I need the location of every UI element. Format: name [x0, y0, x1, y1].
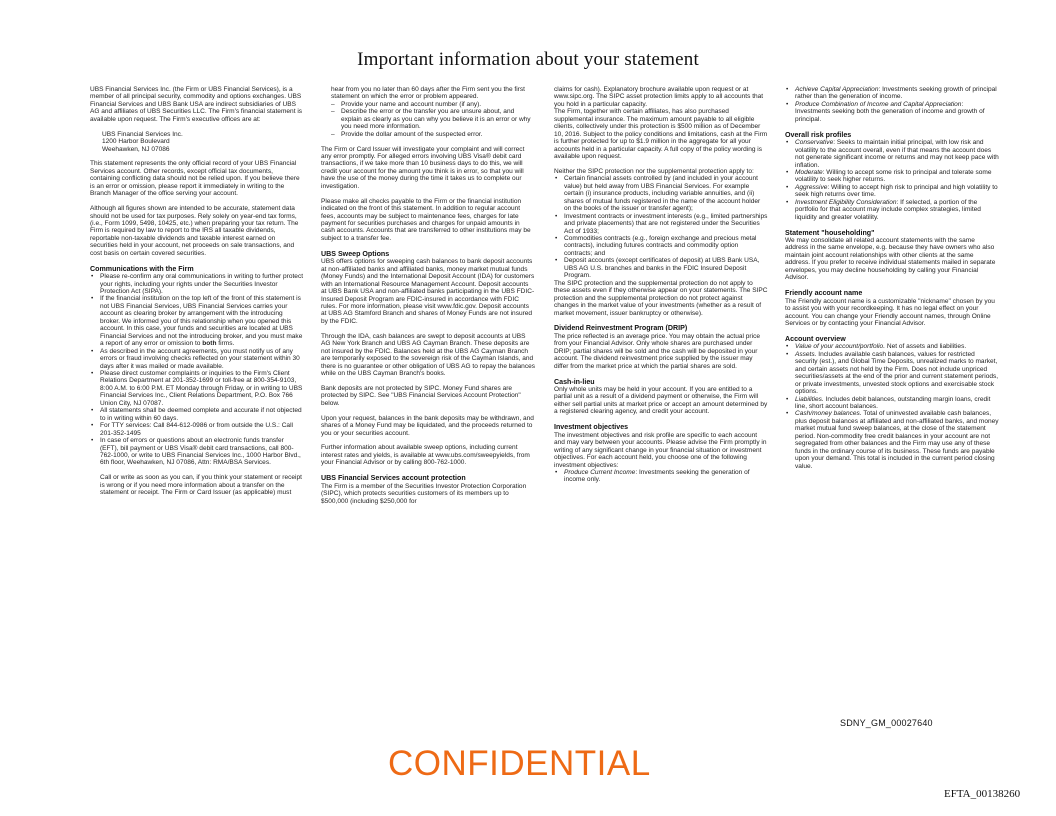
continued-paragraph: claims for cash). Explanatory brochure available upon request or at www.sipc.org. The SIPC asset protection limits apply to all accounts that you hold in a particular capacity. — [554, 86, 764, 108]
section-heading-communications: Communications with the Firm — [90, 264, 194, 273]
list-item: • Please re-confirm any oral communications in writing to further protect your rights, including your rights under the Securities Investor Protection Act (SIPA). — [90, 273, 304, 295]
list-item-text: Includes debit balances, outstanding margin loans, credit line, short account balances. — [795, 395, 991, 410]
list-item — [785, 169, 999, 184]
objectives-list-continued — [785, 86, 999, 123]
section-heading-account-protection: UBS Financial Services account protection — [321, 474, 466, 483]
emphasis-text: Value of your account/portfolio. — [795, 343, 886, 351]
list-item — [785, 343, 999, 350]
list-item — [785, 396, 999, 411]
emphasis-text: Produce Combination of Income and Capital Appreciation — [795, 100, 962, 108]
exclusions-list — [554, 175, 768, 279]
list-item-text: Total of uninvested available cash balances, plus deposit balances at affiliated and non-affiliated banks, and money market mutual fund sweep balances, at the close of the statement period. Non-commodity free credit balances in your account are not segregated from other balances and the Firm may use any of these funds in the ordinary course of its business. These funds are payable upon your demand. This total is included in the current period closing value. — [795, 410, 999, 470]
page-title: Important information about your statement — [357, 49, 699, 70]
list-item: • Commodities contracts (e.g., foreign exchange and precious metal contracts), including futures contracts and commodity option contracts; and — [554, 235, 768, 257]
list-item-text: : Willing to accept some risk to principal and tolerate some volatility to seek higher returns. — [795, 168, 992, 184]
emphasis-text: both — [202, 340, 217, 348]
list-item — [785, 101, 999, 123]
call-or-write-paragraph: Call or write as soon as you can, if you think your statement or receipt is wrong or if you need more information about a transfer on the statement or receipt. The Firm or Card Issuer (as applicable) must — [100, 474, 302, 497]
drip-paragraph: The price reflected is an average price. You may obtain the actual price from your Financial Advisor. Only whole shares are purchased under DRIP; partial shares will be sold and the cash will be deposited in your account. The dividend reinvestment price supplied by the issuer may differ from the market price at which the partial shares are sold. — [554, 332, 760, 370]
supplemental-insurance-paragraph: The Firm, together with certain affiliates, has also purchased supplemental insurance. The maximum amount payable to all eligible clients, collectively under this protection is $500 million as of December 10, 2016. Subject to the policy conditions and limitations, cash at the Firm is further protected for up to $1.9 million in the aggregate for all your accounts held in a particular capacity. A full copy of the policy wording is available upon request. — [554, 108, 768, 161]
list-item-text: firms. — [218, 340, 235, 348]
list-item-text: : Investments seeking both the generation of income and growth of principal. — [795, 100, 985, 123]
list-item: • Certain financial assets controlled by (and included in your account value) but held away from UBS Financial Services. For example certain (i) insurance products, including variable annuities, and (ii) shares of mutual funds registered in the name of the account holder on the books of the issuer or transfer agent); — [554, 175, 768, 212]
sipc-deposits-paragraph: Bank deposits are not protected by SIPC. Money Fund shares are protected by SIPC. See "UBS Financial Services Account Protection" below. — [321, 384, 521, 407]
section-heading-cash-in-lieu: Cash-in-lieu — [554, 377, 595, 386]
address-line: 1200 Harbor Boulevard — [102, 138, 170, 146]
emphasis-text: Aggressive — [795, 183, 828, 191]
list-item — [90, 295, 304, 347]
list-item: • Investment contracts or investment interests (e.g., limited partnerships and private placements) that are not registered under the Securities Act of 1933; — [554, 213, 768, 235]
address-line: Weehawken, NJ 07086 — [102, 145, 170, 153]
address-line: UBS Financial Services Inc. — [102, 130, 183, 138]
householding-paragraph: We may consolidate all related account statements with the same address in the same envelope, e.g. because they have owners who also maintain joint account relationships with other clients at the same address. If you prefer to receive individual statements mailed in separate envelopes, you may decline householding by calling your Financial Advisor. — [785, 237, 996, 282]
list-item: • As described in the account agreements, you must notify us of any errors or fraud involving checks reflected on your statement within 30 days after it was mailed or made available. — [90, 348, 304, 370]
emphasis-text: Produce Current Income — [564, 469, 636, 476]
cash-in-lieu-paragraph: Only whole units may be held in your account. If you are entitled to a partial unit as a result of a dividend payment or otherwise, the Firm will either sell partial units at market price or accept an amount determined by a registered clearing agency, and credit your account. — [554, 386, 768, 416]
emphasis-text: Conservative — [795, 139, 834, 147]
list-item-text: : Seeks to maintain initial principal, with low risk and volatility to the account overall, even if that means the account does not generate significant income or returns and may not keep pace with inflation. — [795, 139, 999, 169]
friendly-name-paragraph: The Friendly account name is a customizable "nickname" chosen by you to assist you with your recordkeeping. It has no legal effect on your account. You can change your Friendly account names, through Online Services or by contacting your Financial Advisor. — [785, 297, 995, 327]
official-record-paragraph: This statement represents the only official record of your UBS Financial Services account. Other records, except official tax documents, containing conflicting data should not be relied upon. If you believe there is an error or omission, please report it immediately in writing to the Branch Manager of the office serving your account. — [90, 160, 300, 198]
list-item: • For TTY services: Call 844-612-0986 or from outside the U.S.: Call 201-352-1495 — [90, 422, 304, 437]
list-item: • Deposit accounts (except certificates of deposit) at UBS Bank USA, UBS AG U.S. branches and banks in the FDIC Insured Deposit Program. — [554, 257, 768, 279]
list-item-text: : Investments seeking the generation of income only. — [564, 469, 750, 484]
column-4 — [785, 86, 999, 477]
checks-paragraph: Please make all checks payable to the Firm or the financial institution indicated on the front of this statement. In addition to regular account fees, accounts may be subject to maintenance fees, charges for late payment for securities purchases and charges for unpaid amounts in cash accounts. Accounts that are transferred to other institutions may be subject to a transfer fee. — [321, 197, 531, 242]
account-overview-list — [785, 343, 999, 470]
error-steps-list — [331, 101, 535, 138]
sipc-paragraph: The Firm is a member of the Securities Investor Protection Corporation (SIPC), which protects securities customers of its members up to $500,000 (including $250,000 for — [321, 482, 527, 505]
emphasis-text: Achieve Capital Appreciation — [795, 86, 879, 93]
list-item — [785, 184, 999, 199]
emphasis-text: Liabilities. — [795, 395, 824, 403]
bates-number-efta: EFTA_00138260 — [944, 788, 1021, 800]
list-item-text: If the financial institution on the top left of the front of this statement is not UBS Financial Services, UBS Financial Services carries your account as clearing broker by arrangement with the introducing broker. We informed you of this relationship when you opened this account. In this case, your funds and securities are located at UBS Financial Services and not the introducing broker, and you must make a report of any error or omission to — [100, 295, 303, 348]
emphasis-text: Moderate — [795, 168, 823, 176]
list-item-text: : Willing to accept high risk to principal and high volatility to seek high returns over time. — [795, 183, 998, 199]
sweep-paragraph: UBS offers options for sweeping cash balances to bank deposit accounts at non-affiliated banks and affiliated banks, money market mutual funds (Money Funds) and the International Deposit Account (IDA) for customers with an International Resource Management Account. Deposit accounts at UBS Bank USA and non-affiliated banks participating in the UBS FDIC-Insured Deposit Program are FDIC-insured in accordance with FDIC rules. For more information, please visit www.fdic.gov. Deposit accounts at UBS AG Stamford Branch and shares of Money Funds are not insured by the FDIC. — [321, 258, 535, 325]
emphasis-text: Investment Eligibility Consideration — [795, 198, 897, 206]
list-item: – Provide your name and account number (if any). — [331, 101, 535, 108]
section-heading-drip: Dividend Reinvestment Program (DRIP) — [554, 324, 688, 333]
list-item-text: Net of assets and liabilities. — [885, 343, 967, 351]
address-block — [102, 131, 304, 153]
section-heading-householding: Statement "householding" — [785, 228, 875, 237]
list-item-text: : If selected, a portion of the portfolio for that account may include complex strategies, limited liquidity and greater volatility. — [795, 198, 981, 221]
list-item — [785, 139, 999, 169]
bates-number-sdny: SDNY_GM_00027640 — [840, 718, 933, 728]
section-heading-account-overview: Account overview — [785, 334, 846, 343]
column-2 — [321, 86, 535, 512]
withdrawal-paragraph: Upon your request, balances in the bank deposits may be withdrawn, and shares of a Money Fund may be liquidated, and the proceeds returned to you or your securities account. — [321, 414, 534, 437]
sweep-info-paragraph: Further information about available sweep options, including current interest rates and yields, is available at www.ubs.com/sweepyields, from your Financial Advisor or by calling 800-762-1000. — [321, 444, 530, 467]
column-3 — [554, 86, 768, 491]
tax-paragraph: Although all figures shown are intended to be accurate, statement data should not be used for tax purposes. Rely solely on year-end tax forms, (i.e., Form 1099, 5498, 10425, etc.) when preparing your tax return. The Firm is required by law to report to the IRS all taxable dividends, reportable non-taxable dividends and taxable interest earned on securities held in your account, net proceeds on sale transactions, and cost basis on certain covered securities. — [90, 205, 299, 257]
list-item-text: Includes available cash balances, values for restricted security (est.), and Global Time Deposits, unrealized marks to market, and certain assets not held by the Firm. Does not include unpriced securities/assets at the end of the prior and current statement periods, or private investments, unvested stock options and exercisable stock options. — [795, 350, 999, 396]
intro-paragraph: UBS Financial Services Inc. (the Firm or UBS Financial Services), is a member of all principal security, commodity and options exchanges. UBS Financial Services and UBS Bank USA are indirect subsidiaries of UBS AG and affiliates of UBS Securities LLC. The Firm's financial statement is available upon request. The Firm's executive offices are at: — [90, 86, 303, 123]
section-heading-investment-objectives: Investment objectives — [554, 423, 629, 432]
objectives-list — [554, 469, 768, 484]
list-item: • Please direct customer complaints or inquiries to the Firm's Client Relations Department at 201-352-1699 or toll-free at 800-354-9103, 8:00 A.M. to 6:00 P.M. ET Monday through Friday, or in writing to UBS Financial Services Inc., Client Relations Department, P.O. Box 766 Union City, NJ 07087. — [90, 370, 304, 407]
emphasis-text: Cash/money balances. — [795, 410, 862, 418]
list-item: – Provide the dollar amount of the suspected error. — [331, 131, 535, 138]
list-item-text: : Investments seeking growth of principal rather than the generation of income. — [795, 86, 997, 101]
investigation-paragraph: The Firm or Card Issuer will investigate your complaint and will correct any error promptly. For alleged errors involving UBS Visa® debit card transactions, if we take more than 10 business days to do this, we will credit your account for the amount you think is in error, so that you will have the use of the money during the time it takes us to complete our investigation. — [321, 145, 525, 190]
list-item: – Describe the error or the transfer you are unsure about, and explain as clearly as you can why you believe it is an error or why you need more information. — [331, 108, 535, 130]
list-item — [785, 86, 999, 101]
list-item: • In case of errors or questions about an electronic funds transfer (EFT), bill payment or UBS Visa® debit card transactions, call 800-762-1000, or write to UBS Financial Services Inc., 1000 Harbor Blvd., 6th floor, Weehawken, NJ 07086, Attn: RMA/BSA Services. — [90, 437, 304, 467]
communications-list — [90, 273, 304, 467]
list-item — [785, 351, 999, 396]
continued-paragraph: hear from you no later than 60 days after the Firm sent you the first statement on which the error or problem appeared. — [331, 86, 525, 101]
section-heading-friendly-name: Friendly account name — [785, 289, 863, 298]
list-item — [554, 469, 768, 484]
list-item — [785, 199, 999, 221]
column-1 — [90, 86, 304, 504]
objectives-paragraph: The investment objectives and risk profile are specific to each account and may vary between your accounts. Please advise the Firm promptly in writing of any significant change in your financial situation or investment objectives. For each account held, you choose one of the following investment objectives: — [554, 431, 767, 469]
list-item — [785, 410, 999, 470]
exclusions-intro: Neither the SIPC protection nor the supplemental protection apply to: — [554, 167, 754, 175]
list-item: • All statements shall be deemed complete and accurate if not objected to in writing within 60 days. — [90, 407, 304, 422]
ida-paragraph: Through the IDA, cash balances are swept to deposit accounts at UBS AG New York Branch and UBS AG Cayman Branch. These deposits are not insured by the FDIC. Balances held at the UBS AG Cayman Branch are temporarily exposed to the sovereign risk of the Cayman Islands, and there is no guarantee or other obligation of UBS AG to repay the balances while on the UBS Cayman Branch's books. — [321, 332, 536, 378]
risk-profiles-list — [785, 139, 999, 221]
emphasis-text: Assets. — [795, 350, 817, 358]
confidential-stamp: CONFIDENTIAL — [388, 744, 651, 783]
protection-limits-paragraph: The SIPC protection and the supplemental protection do not apply to these assets even if they otherwise appear on your statements. The SIPC protection and the supplemental protection do not protect against changes in the market value of your investments (whether as a result of market movement, issuer bankruptcy or otherwise). — [554, 279, 768, 317]
section-heading-risk-profiles: Overall risk profiles — [785, 130, 852, 139]
section-heading-sweep: UBS Sweep Options — [321, 249, 390, 258]
